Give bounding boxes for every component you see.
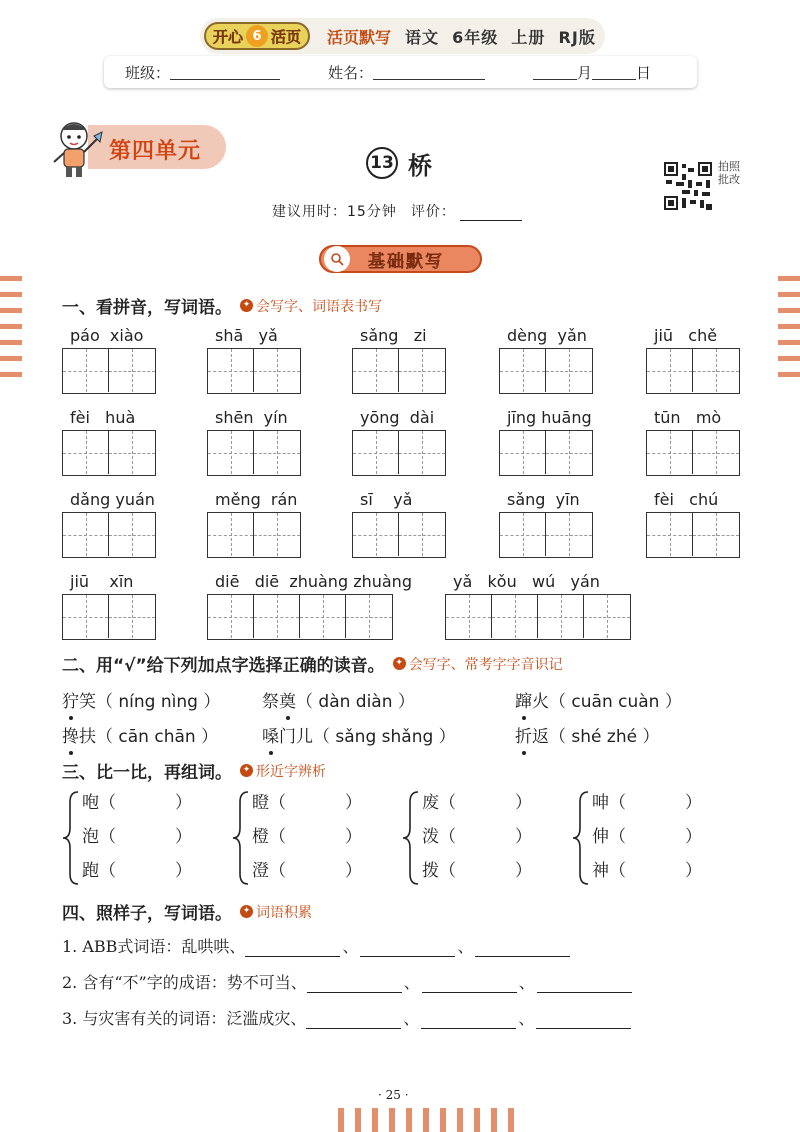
eval-field[interactable] <box>460 207 522 221</box>
q2-dot-char: 折 <box>515 722 532 747</box>
section-banner <box>319 245 482 273</box>
star-icon: ✦ <box>240 299 253 312</box>
writing-cell[interactable] <box>546 513 592 556</box>
q3-char-group <box>232 788 392 888</box>
q2-item[interactable] <box>262 687 415 712</box>
q3-word-line[interactable] <box>592 856 702 881</box>
pinyin-label: yōng dài <box>360 408 435 427</box>
q2-item[interactable] <box>515 687 682 712</box>
q3-word-line[interactable] <box>82 788 192 813</box>
q4-tip-text: 词语积累 <box>256 904 312 921</box>
q3-paren-close: ） <box>515 861 532 881</box>
tianzige-grid[interactable] <box>352 348 446 394</box>
writing-cell[interactable] <box>254 595 300 638</box>
q2-post: 火（ cuān cuàn ） <box>532 692 682 712</box>
q3-char: 咆（ <box>82 793 116 813</box>
tianzige-grid[interactable] <box>62 348 156 394</box>
q3-title: 三、比一比，再组词。 <box>62 763 232 783</box>
tianzige-grid[interactable] <box>207 430 301 476</box>
q4-sep: 、 <box>457 937 474 956</box>
writing-cell[interactable] <box>109 595 155 638</box>
writing-cell[interactable] <box>254 349 300 392</box>
q2-dot-char: 嗓 <box>262 722 279 747</box>
writing-cell[interactable] <box>208 431 254 474</box>
logo-text-left: 开心 <box>212 27 243 46</box>
q4-label: 1. ABB式词语：乱哄哄、 <box>62 937 246 956</box>
writing-cell[interactable] <box>399 513 445 556</box>
star-icon: ✦ <box>393 657 406 670</box>
writing-cell[interactable] <box>546 349 592 392</box>
tianzige-grid[interactable] <box>646 512 740 558</box>
writing-cell[interactable] <box>584 595 630 638</box>
q4-label: 2. 含有“不”字的成语：势不可当、 <box>62 973 307 992</box>
writing-cell[interactable] <box>63 595 109 638</box>
eval-label: 评价： <box>410 204 456 220</box>
q3-char: 橙（ <box>252 827 286 847</box>
pinyin-label: fèi chú <box>654 490 719 509</box>
day-label: 日 <box>636 63 652 82</box>
q4-line <box>62 1006 631 1029</box>
q3-char: 瞪（ <box>252 793 286 813</box>
q3-paren-close: ） <box>685 861 702 881</box>
writing-cell[interactable] <box>353 513 399 556</box>
q3-paren-close: ） <box>175 827 192 847</box>
answer-blank[interactable] <box>307 977 402 993</box>
answer-blank[interactable] <box>360 941 455 957</box>
writing-cell[interactable] <box>500 349 546 392</box>
right-side-bars <box>778 276 800 377</box>
tianzige-grid[interactable] <box>352 430 446 476</box>
writing-cell[interactable] <box>399 349 445 392</box>
writing-cell[interactable] <box>647 431 693 474</box>
tianzige-grid[interactable] <box>646 430 740 476</box>
q4-sep: 、 <box>403 973 420 992</box>
q3-word-line[interactable] <box>252 822 362 847</box>
writing-cell[interactable] <box>647 513 693 556</box>
logo-number: 6 <box>246 25 268 47</box>
q3-paren-close: ） <box>515 827 532 847</box>
answer-blank[interactable] <box>422 977 517 993</box>
q3-paren-close: ） <box>685 793 702 813</box>
answer-blank[interactable] <box>537 977 632 993</box>
q3-char: 伸（ <box>592 827 626 847</box>
tianzige-grid[interactable] <box>646 348 740 394</box>
header-subtitle: 活页默写 <box>327 28 392 47</box>
brace-icon <box>232 788 250 888</box>
class-field[interactable] <box>170 64 280 80</box>
writing-cell[interactable] <box>109 431 155 474</box>
writing-cell[interactable] <box>446 595 492 638</box>
writing-cell[interactable] <box>693 349 739 392</box>
tianzige-grid[interactable] <box>499 430 593 476</box>
brand-logo <box>204 22 310 50</box>
writing-cell[interactable] <box>63 349 109 392</box>
q1-heading <box>62 293 382 318</box>
brace-icon <box>402 788 420 888</box>
pinyin-label: jiū chě <box>654 326 718 345</box>
writing-cell[interactable] <box>353 349 399 392</box>
left-side-bars <box>0 276 22 377</box>
header-meta: 语文 6年级 上册 RJ版 <box>405 28 596 47</box>
pinyin-label: jiū xīn <box>70 572 134 591</box>
q3-tip-text: 形近字辨析 <box>256 763 326 780</box>
bottom-bars <box>338 1108 514 1132</box>
q3-char: 泡（ <box>82 827 116 847</box>
q2-item[interactable] <box>62 687 220 712</box>
q3-char-group <box>62 788 222 888</box>
q4-sep: 、 <box>518 973 535 992</box>
writing-cell[interactable] <box>346 595 392 638</box>
lesson-title: 桥 <box>408 152 432 180</box>
q3-word-line[interactable] <box>82 822 192 847</box>
pinyin-label: sī yǎ <box>360 490 413 509</box>
q2-post: （ dàn diàn ） <box>296 692 415 712</box>
q4-sep: 、 <box>518 1009 535 1028</box>
day-field[interactable] <box>592 64 636 80</box>
pinyin-label: měng rán <box>215 490 298 509</box>
q2-title: 二、用“√”给下列加点字选择正确的读音。 <box>62 656 385 676</box>
writing-cell[interactable] <box>353 431 399 474</box>
tianzige-grid[interactable] <box>62 512 156 558</box>
answer-blank[interactable] <box>475 941 570 957</box>
search-icon <box>324 246 350 272</box>
q3-paren-close: ） <box>175 793 192 813</box>
q1-tip <box>240 296 382 316</box>
q3-heading <box>62 758 326 783</box>
class-label: 班级： <box>125 63 171 82</box>
q1-title: 一、看拼音，写词语。 <box>62 298 232 318</box>
q3-paren-close: ） <box>345 793 362 813</box>
q2-post: 返（ shé zhé ） <box>532 727 660 747</box>
q1-tip-text: 会写字、词语表书写 <box>256 298 382 315</box>
q3-char-group <box>572 788 732 888</box>
pinyin-label: tūn mò <box>654 408 722 427</box>
writing-cell[interactable] <box>647 349 693 392</box>
q2-tip <box>393 654 563 674</box>
q3-word-line[interactable] <box>82 856 192 881</box>
month-field[interactable] <box>533 64 577 80</box>
time-eval-line <box>272 201 522 221</box>
q3-word-line[interactable] <box>422 856 532 881</box>
writing-cell[interactable] <box>693 513 739 556</box>
q2-tip-text: 会写字、常考字字音识记 <box>408 656 563 673</box>
page-number: · 25 · <box>378 1088 409 1102</box>
writing-cell[interactable] <box>500 513 546 556</box>
pinyin-label: shēn yín <box>215 408 288 427</box>
star-icon: ✦ <box>240 764 253 777</box>
writing-cell[interactable] <box>208 595 254 638</box>
brace-icon <box>62 788 80 888</box>
writing-cell[interactable] <box>693 431 739 474</box>
writing-cell[interactable] <box>208 349 254 392</box>
q3-char: 澄（ <box>252 861 286 881</box>
tianzige-grid[interactable] <box>445 594 631 640</box>
q2-item[interactable] <box>515 722 659 747</box>
q3-word-line[interactable] <box>422 788 532 813</box>
pinyin-label: shā yǎ <box>215 326 278 345</box>
q4-sep: 、 <box>403 1009 420 1028</box>
q3-char: 神（ <box>592 861 626 881</box>
pinyin-label: dǎng yuán <box>70 490 155 509</box>
q3-char-group <box>402 788 562 888</box>
writing-cell[interactable] <box>500 431 546 474</box>
answer-blank[interactable] <box>306 1013 401 1029</box>
q4-heading <box>62 899 312 924</box>
q3-word-line[interactable] <box>422 822 532 847</box>
q2-dot-char: 搀 <box>62 722 79 747</box>
q2-dot-char: 蹿 <box>515 687 532 712</box>
mascot-icon <box>46 118 106 180</box>
month-label: 月 <box>577 63 593 82</box>
q3-paren-close: ） <box>515 793 532 813</box>
writing-cell[interactable] <box>538 595 584 638</box>
q3-word-line[interactable] <box>252 856 362 881</box>
q2-dot-char: 狞 <box>62 687 79 712</box>
writing-cell[interactable] <box>208 513 254 556</box>
time-hint: 建议用时：15分钟 <box>272 204 397 220</box>
star-icon: ✦ <box>240 905 253 918</box>
tianzige-grid[interactable] <box>207 348 301 394</box>
tianzige-grid[interactable] <box>499 512 593 558</box>
writing-cell[interactable] <box>254 513 300 556</box>
q3-paren-close: ） <box>345 827 362 847</box>
brace-icon <box>572 788 590 888</box>
q2-pre: 祭 <box>262 692 279 712</box>
answer-blank[interactable] <box>536 1013 631 1029</box>
q4-tip <box>240 902 312 922</box>
writing-cell[interactable] <box>63 431 109 474</box>
lesson-number: 13 <box>366 147 398 179</box>
writing-cell[interactable] <box>399 431 445 474</box>
writing-cell[interactable] <box>300 595 346 638</box>
q4-line <box>62 970 632 993</box>
banner-title: 基础默写 <box>368 251 444 272</box>
name-label: 姓名： <box>328 63 374 82</box>
pinyin-label: sǎng yīn <box>507 490 580 509</box>
q2-dot-char: 奠 <box>279 687 296 712</box>
q4-title: 四、照样子，写词语。 <box>62 904 232 924</box>
q2-post: 笑（ níng nìng ） <box>79 692 221 712</box>
tianzige-grid[interactable] <box>352 512 446 558</box>
qr-caption: 拍照批改 <box>718 160 740 186</box>
writing-cell[interactable] <box>546 431 592 474</box>
answer-blank[interactable] <box>421 1013 516 1029</box>
writing-cell[interactable] <box>109 513 155 556</box>
q3-word-line[interactable] <box>592 788 702 813</box>
pinyin-label: yǎ kǒu wú yán <box>453 572 600 591</box>
answer-blank[interactable] <box>245 941 340 957</box>
tianzige-grid[interactable] <box>207 594 393 640</box>
tianzige-grid[interactable] <box>62 594 156 640</box>
writing-cell[interactable] <box>63 513 109 556</box>
pinyin-label: sǎng zi <box>360 326 427 345</box>
q3-paren-close: ） <box>685 827 702 847</box>
tianzige-grid[interactable] <box>62 430 156 476</box>
q3-paren-close: ） <box>175 861 192 881</box>
q2-item[interactable] <box>262 722 456 747</box>
q2-post: 扶（ cān chān ） <box>79 727 219 747</box>
q2-post: 门儿（ sǎng shǎng ） <box>279 727 456 747</box>
qr-code-icon[interactable] <box>662 160 714 212</box>
q2-heading <box>62 651 563 676</box>
q3-paren-close: ） <box>345 861 362 881</box>
q3-word-line[interactable] <box>252 788 362 813</box>
writing-cell[interactable] <box>109 349 155 392</box>
name-field[interactable] <box>373 64 485 80</box>
q3-char: 跑（ <box>82 861 116 881</box>
pinyin-label: diē diē zhuàng zhuàng <box>215 572 412 591</box>
q4-sep: 、 <box>342 937 359 956</box>
q4-label: 3. 与灾害有关的词语：泛滥成灾、 <box>62 1009 307 1028</box>
tianzige-grid[interactable] <box>207 512 301 558</box>
q3-char: 拨（ <box>422 861 456 881</box>
q3-char: 泼（ <box>422 827 456 847</box>
q3-char: 呻（ <box>592 793 626 813</box>
q4-line <box>62 934 570 957</box>
student-info-bar <box>104 56 697 88</box>
q3-word-line[interactable] <box>592 822 702 847</box>
unit-title: 第四单元 <box>109 139 202 164</box>
tianzige-grid[interactable] <box>499 348 593 394</box>
pinyin-label: fèi huà <box>70 408 136 427</box>
pinyin-label: jīng huāng <box>507 408 592 427</box>
q3-char: 废（ <box>422 793 456 813</box>
writing-cell[interactable] <box>492 595 538 638</box>
q2-item[interactable] <box>62 722 218 747</box>
pinyin-label: dèng yǎn <box>507 326 587 345</box>
pinyin-label: páo xiào <box>70 326 144 345</box>
logo-text-right: 活页 <box>271 27 302 46</box>
q3-tip <box>240 761 326 781</box>
writing-cell[interactable] <box>254 431 300 474</box>
